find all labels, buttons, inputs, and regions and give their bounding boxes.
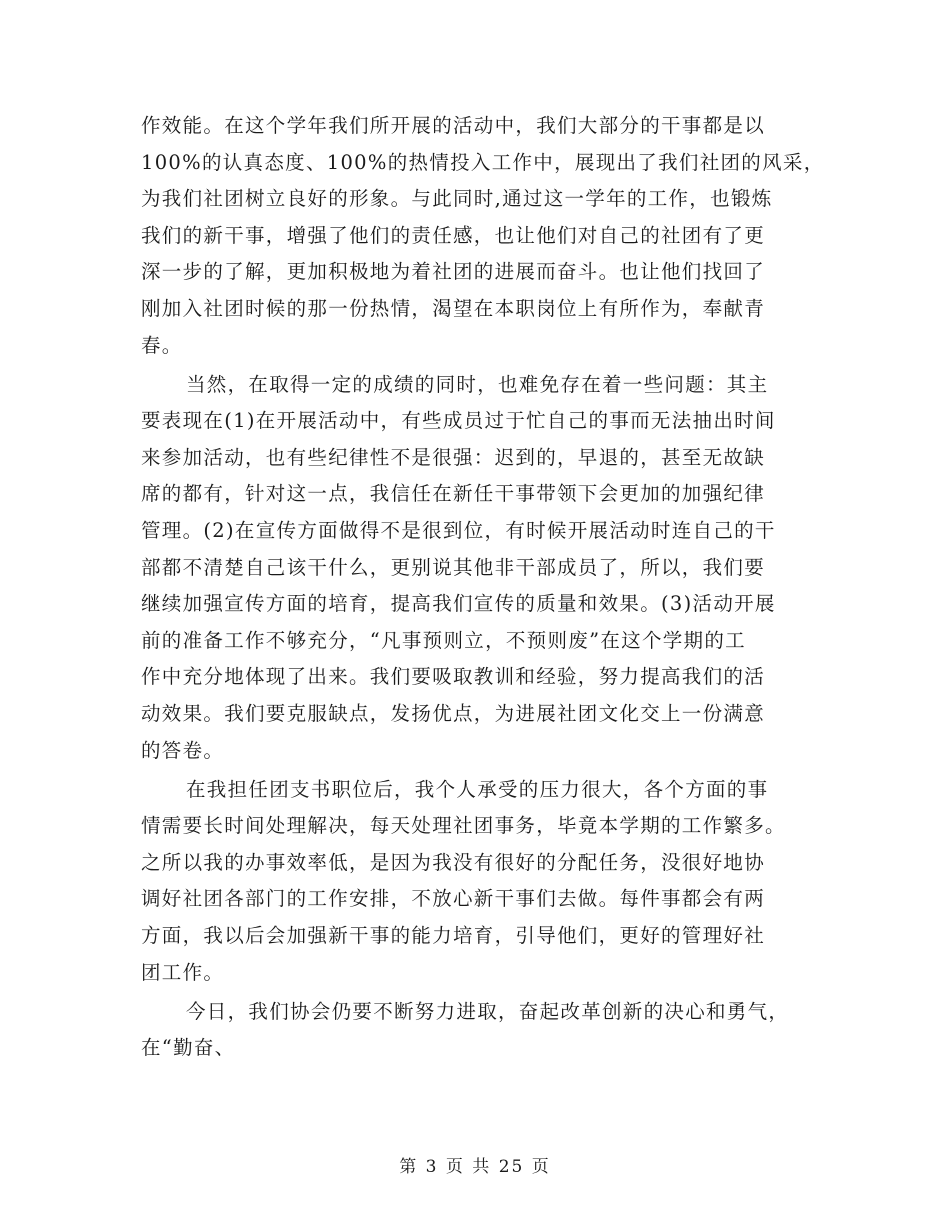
text-line: 席的都有，针对这一点，我信任在新任干事带领下会更加的加强纪律	[141, 482, 766, 506]
paragraph	[141, 108, 825, 364]
text-line: 作效能。在这个学年我们所开展的活动中，我们大部分的干事都是以	[141, 114, 766, 137]
body-text	[141, 108, 825, 1067]
text-line: 作中充分地体现了出来。我们要吸取教训和经验，努力提高我们的活	[141, 665, 766, 689]
text-line: 在我担任团支书职位后，我个人承受的压力很大，各个方面的事	[186, 777, 769, 801]
text-line: 春。	[141, 333, 183, 357]
text-line: 100%的认真态度、100%的热情投入工作中，展现出了我们社团的风采，	[141, 150, 825, 174]
text-line: 我们的新干事，增强了他们的责任感，也让他们对自己的社团有了更	[141, 223, 766, 247]
text-line: 部都不清楚自己该干什么，更别说其他非干部成员了，所以，我们要	[141, 555, 766, 579]
text-line: 当然，在取得一定的成绩的同时，也难免存在着一些问题：其主	[186, 372, 769, 396]
text-line: 情需要长时间处理解决，每天处理社团事务，毕竟本学期的工作繁多。	[141, 814, 786, 838]
text-line: 深一步的了解，更加积极地为着社团的进展而奋斗。也让他们找回了	[141, 260, 766, 284]
text-line: 之所以我的办事效率低，是因为我没有很好的分配任务，没很好地协	[141, 850, 766, 874]
text-line: 管理。(2)在宣传方面做得不是很到位，有时候开展活动时连自己的干	[141, 519, 776, 543]
text-line: 要表现在(1)在开展活动中，有些成员过于忙自己的事而无法抽出时间	[141, 409, 776, 433]
paragraph	[141, 367, 811, 770]
text-line: 前的准备工作不够充分，“凡事预则立，不预则废”在这个学期的工	[141, 628, 746, 652]
text-line: 方面，我以后会加强新干事的能力培育，引导他们，更好的管理好社	[141, 924, 766, 948]
paragraph	[141, 994, 811, 1067]
page-footer: 第 3 页 共 25 页	[399, 1157, 551, 1177]
text-line: 动效果。我们要克服缺点，发扬优点，为进展社团文化交上一份满意	[141, 702, 766, 725]
text-line: 继续加强宣传方面的培育，提高我们宣传的质量和效果。(3)活动开展	[141, 592, 776, 616]
text-line: 的答卷。	[141, 738, 225, 762]
text-line: 刚加入社团时候的那一份热情，渴望在本职岗位上有所作为，奉献青	[141, 296, 766, 320]
text-line: 在“勤奋、	[141, 1036, 236, 1060]
text-line: 团工作。	[141, 960, 225, 984]
text-line: 为我们社团树立良好的形象。与此同时,通过这一学年的工作，也锻炼	[141, 187, 773, 211]
text-line: 今日，我们协会仍要不断努力进取，奋起改革创新的决心和勇气，	[186, 999, 790, 1023]
text-line: 来参加活动，也有些纪律性不是很强：迟到的，早退的，甚至无故缺	[141, 445, 766, 469]
text-line: 调好社团各部门的工作安排，不放心新干事们去做。每件事都会有两	[141, 887, 766, 911]
paragraph	[141, 772, 811, 992]
